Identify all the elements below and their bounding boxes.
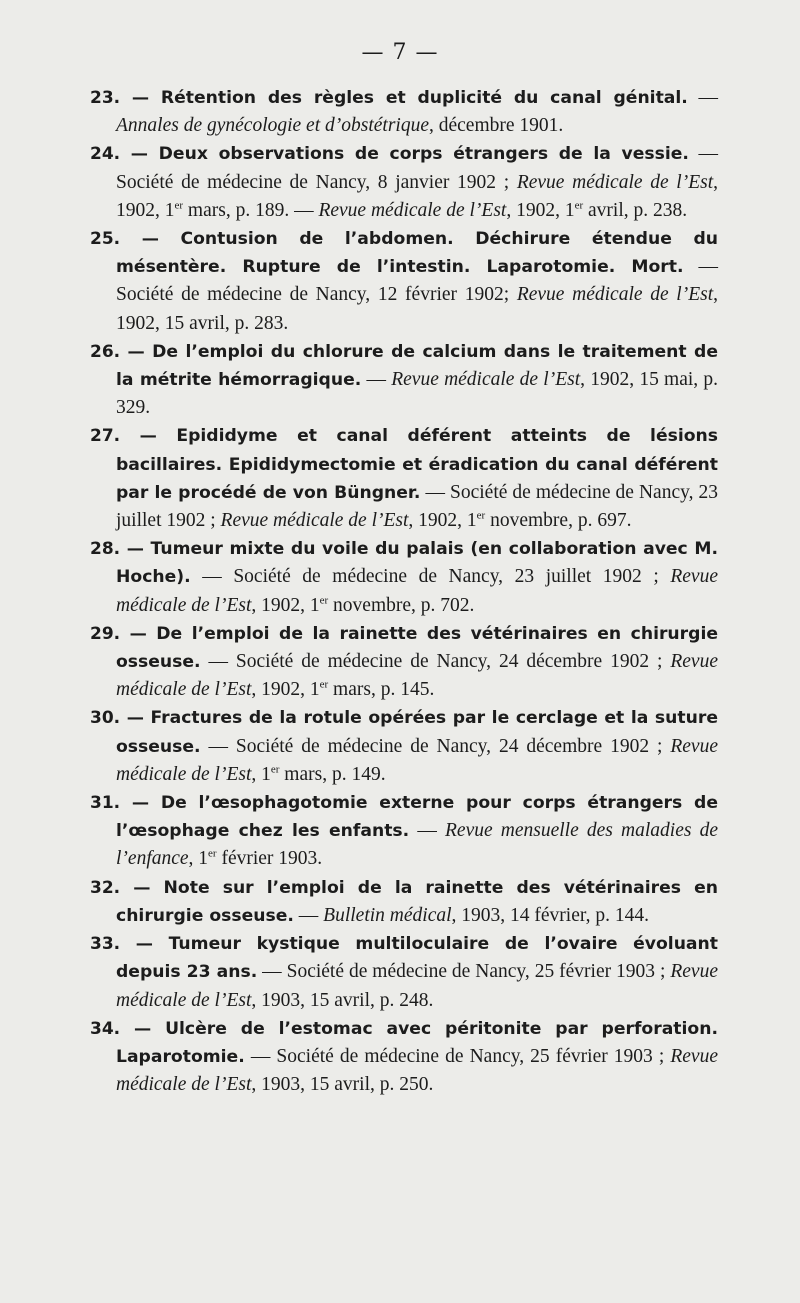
entry-reference: — Société de médecine de Nancy, 23 juillet 1902 ; Revue médicale de l’Est, 1902, 1er novembre, p. 697. [116,481,718,532]
bibliography-entry [90,140,718,225]
entry-title: — De l’emploi de la rainette des vétérinaires en chirurgie osseuse. [116,623,718,673]
entry-title: — Note sur l’emploi de la rainette des vétérinaires en chirurgie osseuse. [116,877,718,926]
bibliography-entry [90,789,718,874]
entry-number: 26. [90,341,121,362]
bibliography-entry [90,338,718,423]
entry-number: 28. [90,539,121,560]
entry-number: 24. [90,144,121,165]
entry-reference: — Société de médecine de Nancy, 25 février 1903 ; Revue médicale de l’Est, 1903, 15 avril, p. 250. [116,1045,718,1096]
entry-title: — De l’œsophagotomie externe pour corps étrangers de l’œsophage chez les enfants. [116,793,718,842]
entry-title: — Contusion de l’abdomen. Déchirure étendue du mésentère. Rupture de l’intestin. Laparotomie. Mort. [116,229,718,278]
entry-reference: — Société de médecine de Nancy, 24 décembre 1902 ; Revue médicale de l’Est, 1902, 1er mars, p. 145. [116,651,718,701]
bibliography-entry [90,422,718,535]
bibliography-entry [90,1015,718,1100]
bibliography-entry [90,535,718,620]
entry-title: — Tumeur mixte du voile du palais (en collaboration avec M. Hoche). [116,539,718,588]
page-number: — 7 — [361,40,439,65]
entry-reference: — Société de médecine de Nancy, 25 février 1903 ; Revue médicale de l’Est, 1903, 15 avril, p. 248. [116,961,718,1011]
entry-title: — Fractures de la rotule opérées par le cerclage et la suture osseuse. [116,708,718,757]
entry-title: — De l’emploi du chlorure de calcium dans le traitement de la métrite hémorragique. [116,341,718,391]
entry-number: 25. [90,229,121,250]
bibliography-list [90,84,718,1099]
entry-title: — Ulcère de l’estomac avec péritonite par perforation. Laparotomie. [116,1018,718,1067]
entry-number: 31. [90,793,121,814]
entry-reference: — Société de médecine de Nancy, 24 décembre 1902 ; Revue médicale de l’Est, 1er mars, p. 149. [116,735,718,785]
bibliography-entry [90,704,718,789]
entry-title: — Epididyme et canal déférent atteints de lésions bacillaires. Epididymectomie et éradication du canal déférent par le procédé de von Büngner. [116,426,718,503]
bibliography-entry [90,225,718,338]
entry-number: 34. [90,1018,121,1039]
bibliography-entry [90,84,718,140]
entry-number: 30. [90,708,121,729]
entry-number: 23. [90,88,121,108]
entry-reference: — Société de médecine de Nancy, 8 janvier 1902 ; Revue médicale de l’Est, 1902, 1er mars, p. 189. — Revue médicale de l’Est, 1902, 1er avril, p. 238. [116,143,718,221]
entry-reference: — Revue mensuelle des maladies de l’enfance, 1er février 1903. [116,820,719,870]
entry-reference: — Revue médicale de l’Est, 1902, 15 mai, p. 329. [116,369,719,419]
entry-reference: — Annales de gynécologie et d’obstétrique, décembre 1901. [116,87,718,137]
bibliography-entry [90,620,718,705]
entry-title: — Rétention des règles et duplicité du canal génital. [120,88,688,108]
entry-title: — Deux observations de corps étrangers de la vessie. [120,144,689,165]
entry-number: 32. [90,877,121,898]
entry-number: 33. [90,934,121,955]
entry-reference: — Société de médecine de Nancy, 23 juillet 1902 ; Revue médicale de l’Est, 1902, 1er novembre, p. 702. [116,566,718,616]
bibliography-entry [90,874,718,930]
entry-number: 29. [90,623,121,644]
entry-number: 27. [90,426,121,447]
entry-reference: — Société de médecine de Nancy, 12 février 1902; Revue médicale de l’Est, 1902, 15 avril, p. 283. [116,256,718,334]
bibliography-entry [90,930,718,1015]
entry-title: — Tumeur kystique multiloculaire de l’ovaire évoluant depuis 23 ans. [116,934,718,983]
entry-reference: — Bulletin médical, 1903, 14 février, p. 144. [293,904,649,926]
